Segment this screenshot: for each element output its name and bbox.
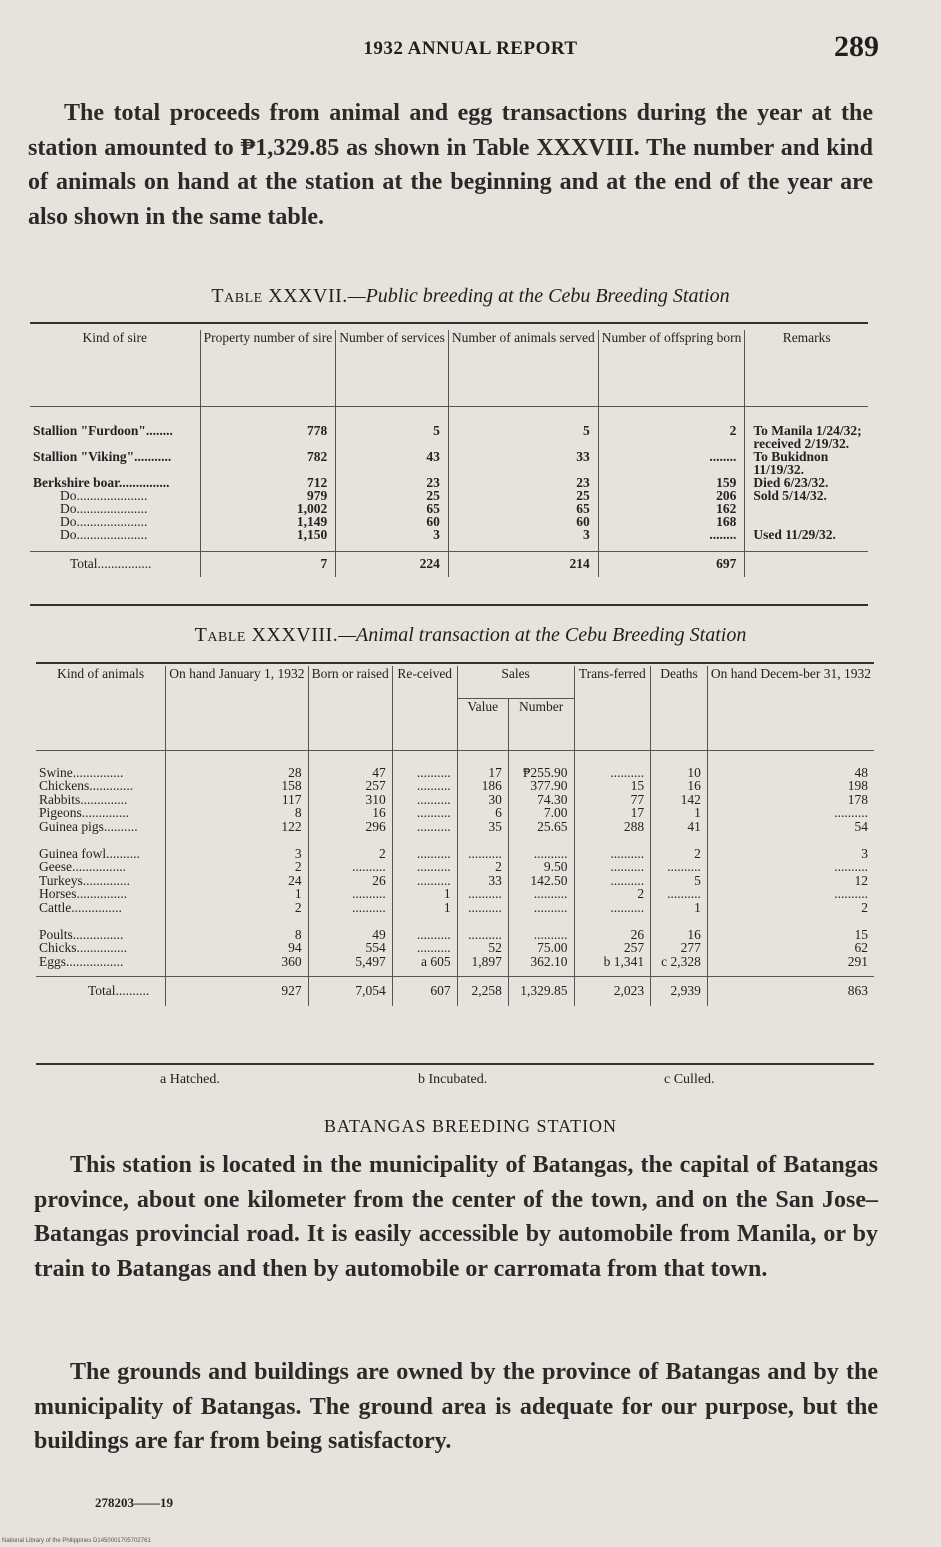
onhand-jan-cell: 360 [166, 955, 308, 968]
onhand-jan-cell: 158 [166, 779, 308, 792]
table-row [36, 847, 874, 860]
table-row [36, 955, 874, 968]
kind-cell: Stallion "Furdoon"........ [33, 423, 173, 438]
page-number: 289 [834, 30, 879, 63]
deaths-cell: 1 [651, 806, 708, 819]
table37-caption [0, 285, 941, 308]
onhand-jan-cell: 1 [166, 887, 308, 900]
value-cell: 6 [457, 806, 508, 819]
table-row [30, 450, 868, 476]
property-cell: 1,149 [200, 515, 336, 528]
table-row [36, 901, 874, 914]
onhand-jan-cell: 2 [166, 901, 308, 914]
table37-header-kind: Kind of sire [30, 330, 200, 406]
deaths-cell: .......... [651, 860, 708, 873]
running-title: 1932 ANNUAL REPORT [363, 38, 578, 59]
total-number-cell: 1,329.85 [508, 976, 574, 1006]
table-total-row [36, 976, 874, 1006]
kind-cell: Do..................... [60, 514, 148, 529]
table37-label: Table XXXVII. [211, 285, 348, 307]
total-served-cell: 214 [448, 551, 598, 577]
number-cell: 9.50 [508, 860, 574, 873]
number-cell: .......... [508, 847, 574, 860]
offspring-cell: ........ [598, 528, 745, 541]
value-cell: .......... [457, 901, 508, 914]
table-row [30, 502, 868, 515]
kind-cell: Eggs................. [39, 953, 124, 969]
deaths-cell: 16 [651, 928, 708, 941]
offspring-cell: 2 [598, 424, 745, 450]
kind-cell: Stallion "Viking"........... [33, 449, 172, 464]
received-cell: .......... [392, 847, 457, 860]
total-onhand-jan-cell: 927 [166, 976, 308, 1006]
onhand-dec-cell: 62 [707, 941, 874, 954]
served-cell: 60 [448, 515, 598, 528]
received-cell: .......... [392, 941, 457, 954]
table-total-row [30, 551, 868, 577]
total-kind-cell: Total................ [30, 551, 200, 577]
number-cell: 142.50 [508, 874, 574, 887]
section-heading: BATANGAS BREEDING STATION [323, 1116, 618, 1136]
kind-cell: Do..................... [60, 527, 148, 542]
paragraph-batangas-location [34, 1148, 878, 1286]
transferred-cell: .......... [574, 901, 651, 914]
table37-header-property: Property number of sire [200, 330, 336, 406]
table-row [30, 515, 868, 528]
onhand-dec-cell: 2 [707, 901, 874, 914]
number-cell: .......... [508, 928, 574, 941]
onhand-dec-cell: 3 [707, 847, 874, 860]
onhand-jan-cell: 3 [166, 847, 308, 860]
value-cell: 33 [457, 874, 508, 887]
services-cell: 23 [336, 476, 449, 489]
table38-spacer [36, 914, 874, 928]
number-cell: 377.90 [508, 779, 574, 792]
kind-cell: Berkshire boar............... [33, 475, 170, 490]
offspring-cell: 159 [598, 476, 745, 489]
onhand-dec-cell: 12 [707, 874, 874, 887]
deaths-cell: 5 [651, 874, 708, 887]
intro-paragraph [28, 96, 873, 234]
total-received-cell: 607 [392, 976, 457, 1006]
received-cell: .......... [392, 806, 457, 819]
table-row [30, 528, 868, 541]
table-row [30, 489, 868, 502]
value-cell: 52 [457, 941, 508, 954]
number-cell: 74.30 [508, 793, 574, 806]
born-cell: 26 [308, 874, 392, 887]
received-cell: .......... [392, 928, 457, 941]
kind-cell: Guinea pigs.......... [39, 818, 138, 834]
onhand-dec-cell: 198 [707, 779, 874, 792]
onhand-jan-cell: 24 [166, 874, 308, 887]
onhand-dec-cell: 291 [707, 955, 874, 968]
table38-header-deaths: Deaths [651, 666, 708, 750]
born-cell: 5,497 [308, 955, 392, 968]
served-cell: 5 [448, 424, 598, 450]
paragraph-batangas-location-text: This station is located in the municipality of Batangas, the capital of Batangas province, about one kilometer from the center of the town, and on the San Jose–Batangas provincial road. It is easily accessible by automobile from Manila, or by train to Batangas and then by automobile or carromata from that town. [34, 1152, 878, 1282]
total-property-cell: 7 [200, 551, 336, 577]
received-cell: .......... [392, 820, 457, 833]
transferred-cell: .......... [574, 860, 651, 873]
total-services-cell: 224 [336, 551, 449, 577]
kind-cell: Poults............... [39, 927, 124, 943]
table-row [36, 941, 874, 954]
kind-cell: Turkeys.............. [39, 872, 131, 888]
received-cell: .......... [392, 779, 457, 792]
transferred-cell: 26 [574, 928, 651, 941]
table38-header-born: Born or raised [308, 666, 392, 750]
received-cell: .......... [392, 766, 457, 779]
offspring-cell: 168 [598, 515, 745, 528]
table38-top-rule [36, 662, 874, 664]
remarks-cell: Used 11/29/32. [745, 528, 868, 541]
onhand-dec-cell: .......... [707, 806, 874, 819]
kind-cell: Do..................... [60, 501, 148, 516]
onhand-dec-cell: 48 [707, 766, 874, 779]
born-cell: .......... [308, 860, 392, 873]
total-transferred-cell: 2,023 [574, 976, 651, 1006]
table38-bottom-rule [36, 1063, 874, 1065]
services-cell: 43 [336, 450, 449, 476]
table38-label: Table XXXVIII. [194, 624, 339, 646]
property-cell: 1,002 [200, 502, 336, 515]
born-cell: 296 [308, 820, 392, 833]
deaths-cell: 142 [651, 793, 708, 806]
deaths-cell: .......... [651, 887, 708, 900]
services-cell: 65 [336, 502, 449, 515]
served-cell: 33 [448, 450, 598, 476]
number-cell: .......... [508, 887, 574, 900]
transferred-cell: 15 [574, 779, 651, 792]
offspring-cell: 162 [598, 502, 745, 515]
table38-spacer [36, 833, 874, 847]
table-row [36, 766, 874, 779]
table37-header-served: Number of animals served [448, 330, 598, 406]
number-cell: ₱255.90 [508, 766, 574, 779]
table38-spacer [36, 750, 874, 766]
table-row [30, 476, 868, 489]
table37-spacer [30, 541, 868, 551]
onhand-dec-cell: .......... [707, 860, 874, 873]
served-cell: 23 [448, 476, 598, 489]
services-cell: 60 [336, 515, 449, 528]
onhand-jan-cell: 122 [166, 820, 308, 833]
property-cell: 979 [200, 489, 336, 502]
kind-cell: Do..................... [60, 488, 148, 503]
table37-top-rule [30, 322, 868, 324]
transferred-cell: .......... [574, 874, 651, 887]
transferred-cell: 288 [574, 820, 651, 833]
kind-cell: Geese................ [39, 859, 126, 875]
kind-cell: Guinea fowl.......... [39, 846, 140, 862]
print-code: 278203——19 [95, 1495, 173, 1510]
received-cell: 1 [392, 901, 457, 914]
table38-header-number: Number [508, 698, 574, 750]
total-kind-cell: Total.......... [36, 976, 166, 1006]
onhand-jan-cell: 2 [166, 860, 308, 873]
transferred-cell: 2 [574, 887, 651, 900]
scan-label: National Library of the Philippines D1450001705702761 [2, 1538, 151, 1544]
value-cell: 30 [457, 793, 508, 806]
table38-spacer [36, 968, 874, 976]
kind-cell: Chickens............. [39, 778, 134, 794]
kind-cell: Chicks............... [39, 940, 128, 956]
property-cell: 712 [200, 476, 336, 489]
value-cell: 35 [457, 820, 508, 833]
deaths-cell: 2 [651, 847, 708, 860]
served-cell: 65 [448, 502, 598, 515]
received-cell: .......... [392, 860, 457, 873]
paragraph-batangas-grounds [34, 1355, 878, 1459]
kind-cell: Rabbits.............. [39, 791, 128, 807]
kind-cell: Cattle............... [39, 899, 122, 915]
onhand-dec-cell: 178 [707, 793, 874, 806]
transferred-cell: 257 [574, 941, 651, 954]
kind-cell: Swine............... [39, 765, 124, 780]
transferred-cell: 17 [574, 806, 651, 819]
onhand-jan-cell: 8 [166, 928, 308, 941]
table38-header-sales: Sales [457, 666, 574, 698]
intro-paragraph-text: The total proceeds from animal and egg transactions during the year at the station amounted to ₱1,329.85 as shown in Table XXXVIII. The number and kind of animals on hand at the station at the beginning and at the end of the year are also shown in the same table. [28, 100, 873, 230]
born-cell: 47 [308, 766, 392, 779]
total-offspring-cell: 697 [598, 551, 745, 577]
deaths-cell: 41 [651, 820, 708, 833]
table37-header-services: Number of services [336, 330, 449, 406]
born-cell: .......... [308, 901, 392, 914]
total-deaths-cell: 2,939 [651, 976, 708, 1006]
born-cell: 16 [308, 806, 392, 819]
remarks-cell: Sold 5/14/32. [745, 489, 868, 502]
total-born-cell: 7,054 [308, 976, 392, 1006]
value-cell: 1,897 [457, 955, 508, 968]
property-cell: 782 [200, 450, 336, 476]
deaths-cell: c 2,328 [651, 955, 708, 968]
services-cell: 25 [336, 489, 449, 502]
offspring-cell: ........ [598, 450, 745, 476]
total-onhand-dec-cell: 863 [707, 976, 874, 1006]
transferred-cell: 77 [574, 793, 651, 806]
paragraph-batangas-grounds-text: The grounds and buildings are owned by the province of Batangas and by the municipality of Batangas. The ground area is adequate for our purpose, but the buildings are far from being satisfactory. [34, 1359, 878, 1454]
deaths-cell: 16 [651, 779, 708, 792]
kind-cell: Pigeons.............. [39, 805, 130, 821]
received-cell: .......... [392, 874, 457, 887]
born-cell: 2 [308, 847, 392, 860]
table38-header-received: Re-ceived [392, 666, 457, 750]
number-cell: 75.00 [508, 941, 574, 954]
number-cell: 362.10 [508, 955, 574, 968]
onhand-jan-cell: 8 [166, 806, 308, 819]
total-remarks-cell [745, 551, 868, 577]
value-cell: .......... [457, 847, 508, 860]
remarks-cell: To Bukidnon 11/19/32. [745, 450, 868, 476]
table37-header-offspring: Number of offspring born [598, 330, 745, 406]
table-row [36, 820, 874, 833]
born-cell: 554 [308, 941, 392, 954]
property-cell: 778 [200, 424, 336, 450]
table-row [36, 779, 874, 792]
received-cell: a 605 [392, 955, 457, 968]
number-cell: .......... [508, 901, 574, 914]
value-cell: 186 [457, 779, 508, 792]
services-cell: 3 [336, 528, 449, 541]
table37 [30, 330, 868, 577]
onhand-dec-cell: 54 [707, 820, 874, 833]
transferred-cell: b 1,341 [574, 955, 651, 968]
total-value-cell: 2,258 [457, 976, 508, 1006]
table-row [36, 928, 874, 941]
kind-cell: Horses............... [39, 886, 128, 902]
table38-header-transferred: Trans-ferred [574, 666, 651, 750]
services-cell: 5 [336, 424, 449, 450]
offspring-cell: 206 [598, 489, 745, 502]
served-cell: 25 [448, 489, 598, 502]
deaths-cell: 277 [651, 941, 708, 954]
born-cell: 310 [308, 793, 392, 806]
deaths-cell: 1 [651, 901, 708, 914]
table38-title: —Animal transaction at the Cebu Breeding Station [338, 624, 747, 646]
value-cell: 2 [457, 860, 508, 873]
table37-spacer [30, 406, 868, 424]
remarks-cell [745, 502, 868, 515]
footnote-culled: c Culled. [664, 1072, 715, 1087]
received-cell: .......... [392, 793, 457, 806]
table-row [36, 887, 874, 900]
table-row [36, 793, 874, 806]
table-row [36, 860, 874, 873]
transferred-cell: .......... [574, 766, 651, 779]
value-cell: 17 [457, 766, 508, 779]
footnote-hatched: a Hatched. [160, 1072, 220, 1087]
table37-header-remarks: Remarks [745, 330, 868, 406]
table38-header-kind: Kind of animals [36, 666, 166, 750]
onhand-dec-cell: .......... [707, 887, 874, 900]
remarks-cell: To Manila 1/24/32; received 2/19/32. [745, 424, 868, 450]
value-cell: .......... [457, 928, 508, 941]
onhand-jan-cell: 117 [166, 793, 308, 806]
onhand-jan-cell: 94 [166, 941, 308, 954]
table-row [36, 874, 874, 887]
footnote-incubated: b Incubated. [418, 1072, 488, 1087]
property-cell: 1,150 [200, 528, 336, 541]
table-row [36, 806, 874, 819]
number-cell: 7.00 [508, 806, 574, 819]
table38-caption [0, 624, 941, 647]
born-cell: .......... [308, 887, 392, 900]
served-cell: 3 [448, 528, 598, 541]
number-cell: 25.65 [508, 820, 574, 833]
table38-header-onhand-dec: On hand Decem-ber 31, 1932 [707, 666, 874, 750]
table37-bottom-rule [30, 604, 868, 606]
born-cell: 49 [308, 928, 392, 941]
table38 [36, 666, 874, 1006]
transferred-cell: .......... [574, 847, 651, 860]
received-cell: 1 [392, 887, 457, 900]
table37-title: —Public breeding at the Cebu Breeding Station [347, 285, 730, 307]
value-cell: .......... [457, 887, 508, 900]
onhand-jan-cell: 28 [166, 766, 308, 779]
born-cell: 257 [308, 779, 392, 792]
table38-header-value: Value [457, 698, 508, 750]
remarks-cell: Died 6/23/32. [745, 476, 868, 489]
deaths-cell: 10 [651, 766, 708, 779]
table38-header-onhand-jan: On hand January 1, 1932 [166, 666, 308, 750]
onhand-dec-cell: 15 [707, 928, 874, 941]
table-row [30, 424, 868, 450]
